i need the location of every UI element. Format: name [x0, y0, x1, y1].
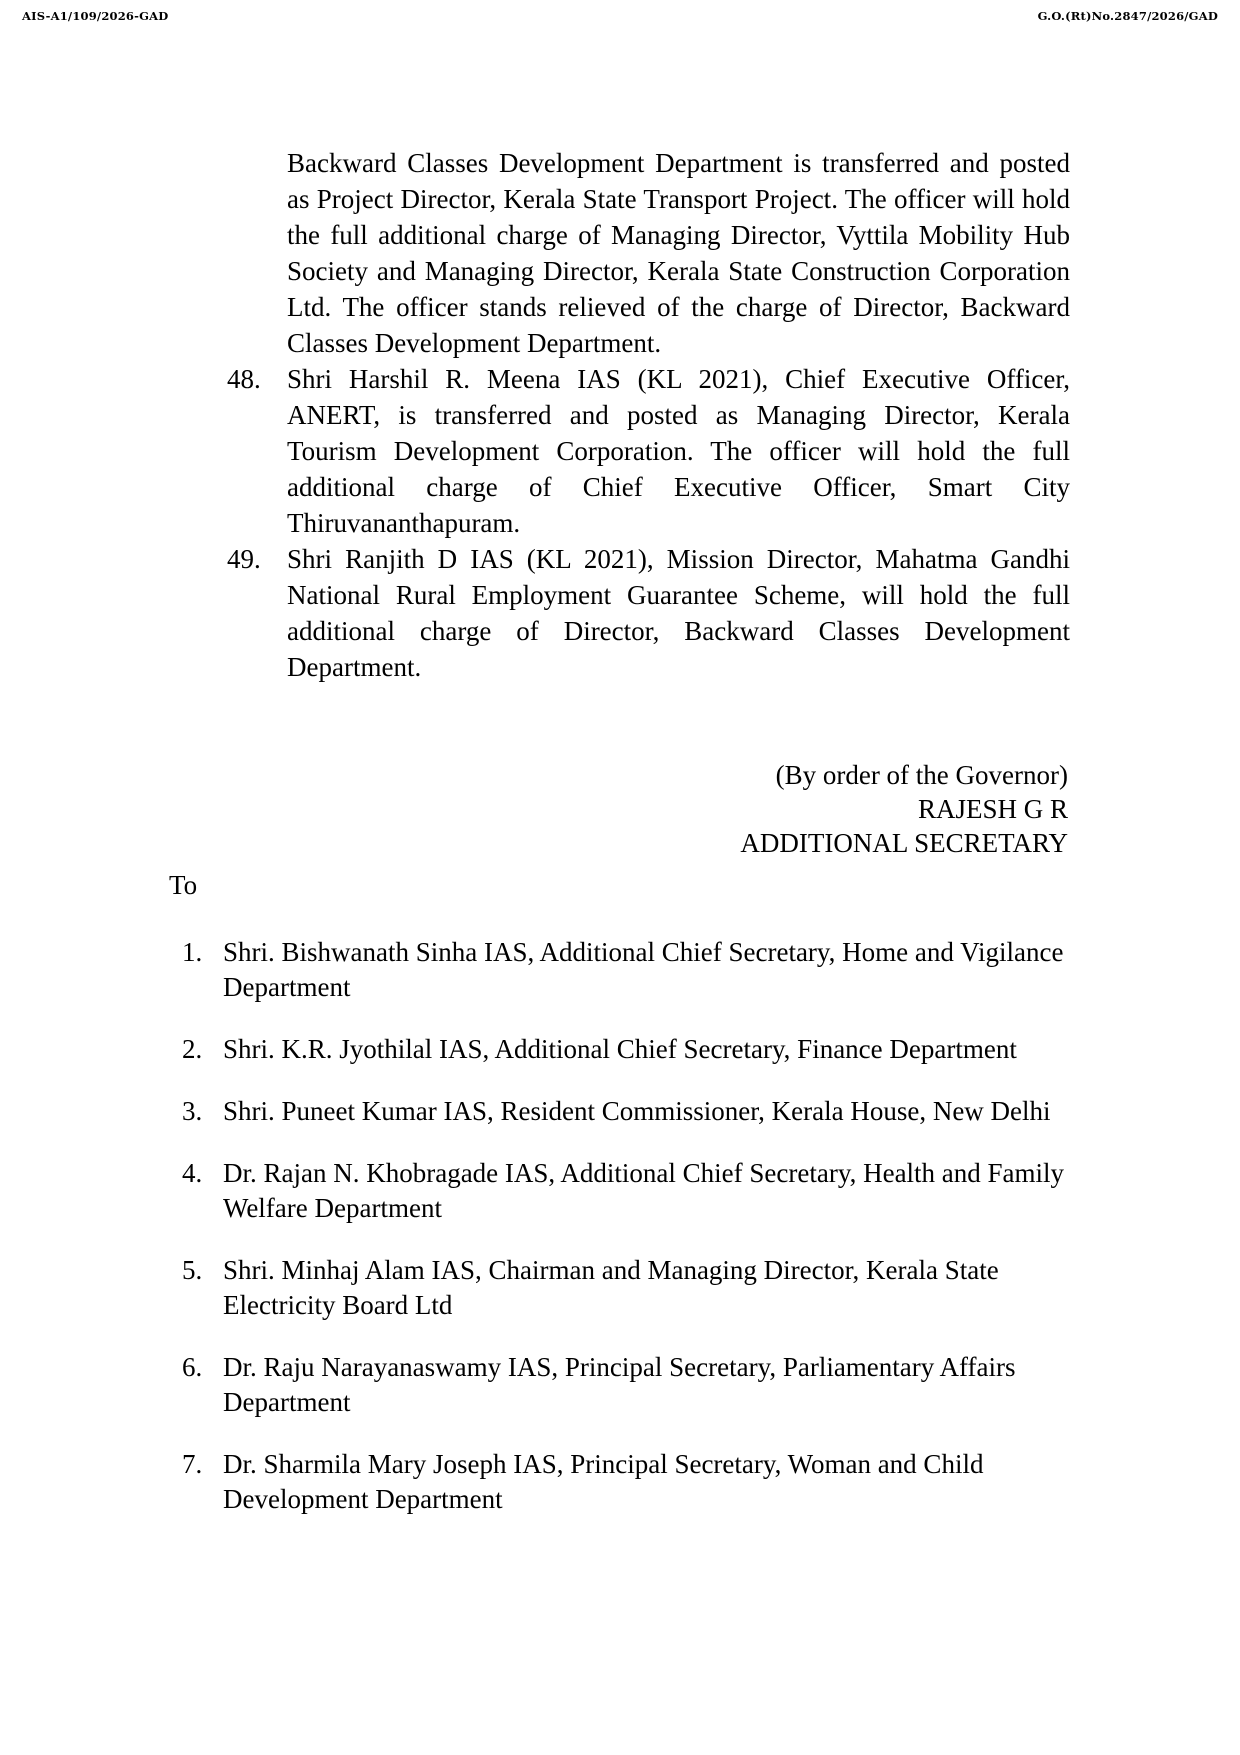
list-item: [182, 935, 1083, 1005]
paragraph-number: 49.: [227, 544, 261, 574]
order-paragraph: [287, 145, 1070, 361]
paragraph-text: Backward Classes Development Department is transferred and posted as Project Director, Kerala State Transport Project. The officer will hold the full additional charge of Managing Director, Vyttila Mobility Hub Society and Managing Director, Kerala State Construction Corporation Ltd. The officer stands relieved of the charge of Director, Backward Classes Development Department.: [287, 148, 1070, 358]
list-item-number: 6.: [182, 1352, 203, 1382]
signature-block: [740, 758, 1068, 860]
list-item: [182, 1032, 1083, 1067]
list-item: [182, 1350, 1083, 1420]
list-item: [182, 1447, 1083, 1517]
list-item-text: Dr. Raju Narayanaswamy IAS, Principal Secretary, Parliamentary Affairs Department: [223, 1352, 1016, 1417]
list-item-number: 7.: [182, 1449, 203, 1479]
paragraph-text: Shri Ranjith D IAS (KL 2021), Mission Director, Mahatma Gandhi National Rural Employment Guarantee Scheme, will hold the full additional charge of Director, Backward Classes Development Department.: [287, 544, 1070, 682]
recipient-list: [0, 935, 1240, 1544]
order-paragraph: [227, 361, 1070, 541]
list-item: [182, 1156, 1083, 1226]
paragraph-text: Shri Harshil R. Meena IAS (KL 2021), Chief Executive Officer, ANERT, is transferred and posted as Managing Director, Kerala Tourism Development Corporation. The officer will hold the full additional charge of Chief Executive Officer, Smart City Thiruvananthapuram.: [287, 364, 1070, 538]
list-item: [182, 1253, 1083, 1323]
order-body: [0, 145, 1240, 685]
list-item-text: Shri. Puneet Kumar IAS, Resident Commissioner, Kerala House, New Delhi: [223, 1096, 1051, 1126]
list-item-text: Dr. Sharmila Mary Joseph IAS, Principal Secretary, Woman and Child Development Department: [223, 1449, 984, 1514]
signatory-designation: ADDITIONAL SECRETARY: [740, 828, 1068, 858]
list-item-number: 2.: [182, 1034, 203, 1064]
list-item-number: 5.: [182, 1255, 203, 1285]
by-order-line: (By order of the Governor): [775, 760, 1068, 790]
paragraph-number: 48.: [227, 364, 261, 394]
list-item-number: 4.: [182, 1158, 203, 1188]
order-paragraph: [227, 541, 1070, 685]
signatory-name: RAJESH G R: [917, 794, 1068, 824]
order-number: G.O.(Rt)No.2847/2026/GAD: [1037, 9, 1218, 23]
to-label: To: [169, 870, 198, 900]
list-item-text: Shri. Minhaj Alam IAS, Chairman and Managing Director, Kerala State Electricity Board Ltd: [223, 1255, 999, 1320]
list-item: [182, 1094, 1083, 1129]
list-item-text: Dr. Rajan N. Khobragade IAS, Additional Chief Secretary, Health and Family Welfare Department: [223, 1158, 1065, 1223]
list-item-number: 1.: [182, 937, 203, 967]
list-item-text: Shri. Bishwanath Sinha IAS, Additional Chief Secretary, Home and Vigilance Department: [223, 937, 1064, 1002]
file-reference: AIS-A1/109/2026-GAD: [22, 9, 169, 23]
list-item-number: 3.: [182, 1096, 203, 1126]
list-item-text: Shri. K.R. Jyothilal IAS, Additional Chief Secretary, Finance Department: [223, 1034, 1017, 1064]
